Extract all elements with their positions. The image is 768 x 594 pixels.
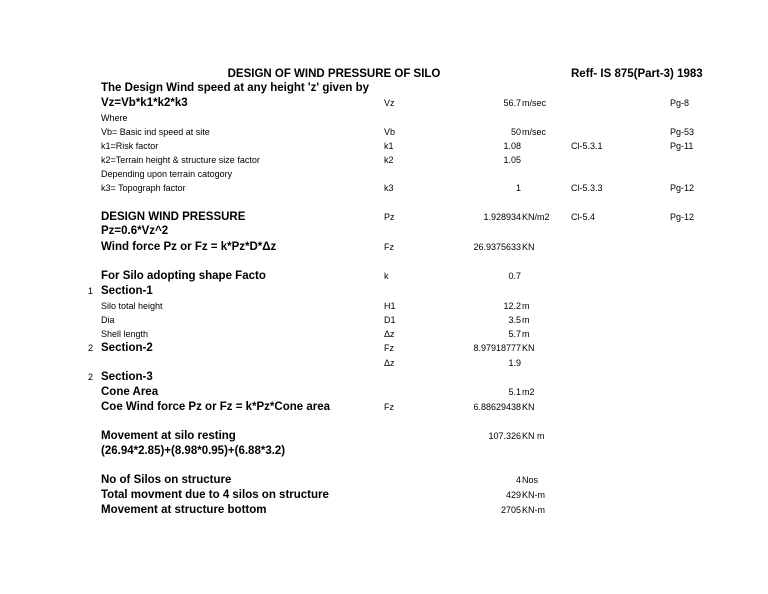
row-unit: m2 [522,387,535,397]
row-symbol: k2 [384,155,394,165]
row-label: (26.94*2.85)+(8.98*0.95)+(6.88*3.2) [101,445,286,457]
row-symbol: D1 [384,315,396,325]
row-value: 429 [505,490,521,500]
row-page-ref: Pg-12 [670,212,695,222]
row-unit: m [522,315,530,325]
row-unit: KN-m [522,490,545,500]
row-label: DESIGN WIND PRESSURE [101,211,246,223]
row-value: 8.97918777 [473,343,521,353]
row-symbol: Vb [384,127,396,137]
row-label: k1=Risk factor [101,141,159,151]
row-value: 2705 [500,505,521,515]
row-symbol: Δz [384,329,395,339]
table-row [0,139,768,153]
row-label: Silo total height [101,301,163,311]
row-symbol: k3 [384,183,394,193]
table-row [0,167,768,181]
table-row [0,111,768,125]
row-unit: m [522,329,530,339]
row-label: k2=Terrain height & structure size factor [101,155,260,165]
row-value: 50 [510,127,521,137]
table-row [0,444,768,458]
row-label: Movement at silo resting [101,430,236,442]
row-unit: KN [522,343,535,353]
row-label: Where [101,113,128,123]
row-unit: m [522,301,530,311]
table-row [0,125,768,139]
row-index: 2 [88,343,94,353]
row-page-ref: Pg-11 [670,141,694,151]
row-label: Section-3 [101,371,153,383]
row-value: 5.7 [508,329,521,339]
row-label: k3= Topograph factor [101,183,186,193]
row-value: 4 [515,475,521,485]
table-row [0,400,768,414]
row-value: 3.5 [508,315,521,325]
row-value: 1.08 [503,141,521,151]
row-label: Pz=0.6*Vz^2 [101,225,169,237]
row-unit: KN-m [522,505,545,515]
table-row [0,240,768,254]
row-symbol: Δz [384,358,395,368]
table-row [0,181,768,195]
row-unit: KN m [522,431,545,441]
row-unit: m/sec [522,98,547,108]
row-page-ref: Pg-8 [670,98,690,108]
row-label: Section-1 [101,285,153,297]
row-label: Dia [101,315,115,325]
row-clause: Cl-5.3.3 [571,183,603,193]
row-label: Shell length [101,329,149,339]
row-label: Total movment due to 4 silos on structure [101,489,329,501]
row-symbol: Pz [384,212,395,222]
row-value: 1 [515,183,521,193]
row-value: 12.2 [503,301,521,311]
row-value: 1.05 [503,155,521,165]
row-label: Depending upon terrain catogory [101,169,233,179]
row-unit: m/sec [522,127,547,137]
row-unit: KN/m2 [522,212,550,222]
row-clause: Cl-5.4 [571,212,596,222]
row-label: For Silo adopting shape Facto [101,270,266,282]
row-value: 6.88629438 [473,402,521,412]
row-label: The Design Wind speed at any height 'z' given by [101,82,369,94]
row-unit: KN [522,402,535,412]
table-row [0,385,768,399]
row-page-ref: Pg-12 [670,183,695,193]
table-row [0,224,768,238]
table-row [0,210,768,224]
row-value: 1.928934 [483,212,521,222]
row-symbol: Fz [384,343,394,353]
row-label: Coe Wind force Pz or Fz = k*Pz*Cone area [101,401,330,413]
page-title: DESIGN OF WIND PRESSURE OF SILO [227,68,441,80]
row-unit: Nos [522,475,539,485]
row-symbol: k1 [384,141,394,151]
row-label: Movement at structure bottom [101,504,267,516]
row-clause: Cl-5.3.1 [571,141,603,151]
row-symbol: Fz [384,242,394,252]
table-row [0,503,768,517]
row-value: 26.9375633 [473,242,521,252]
row-label: Vb= Basic ind speed at site [101,127,210,137]
table-row [0,341,768,355]
row-value: 56.7 [503,98,521,108]
row-value: 107.326 [488,431,521,441]
row-label: No of Silos on structure [101,474,232,486]
row-page-ref: Pg-53 [670,127,695,137]
row-symbol: k [384,271,389,281]
row-unit: KN [522,242,535,252]
row-symbol: Vz [384,98,395,108]
row-index: 2 [88,372,94,382]
row-label: Cone Area [101,386,159,398]
row-label: Vz=Vb*k1*k2*k3 [101,97,188,109]
row-index: 1 [88,286,94,296]
table-row [0,313,768,327]
table-row [0,473,768,487]
table-row [0,488,768,502]
table-row [0,356,768,370]
row-value: 5.1 [508,387,521,397]
row-symbol: Fz [384,402,394,412]
table-row [0,327,768,341]
row-label: Section-2 [101,342,153,354]
reference-note: Reff- IS 875(Part-3) 1983 [571,68,703,80]
row-value: 0.7 [508,271,521,281]
table-row [0,96,768,110]
table-row [0,269,768,283]
table-row [0,429,768,443]
table-row [0,284,768,298]
row-label: Wind force Pz or Fz = k*Pz*D*Δz [101,241,277,253]
row-value: 1.9 [508,358,521,368]
table-row [0,153,768,167]
row-symbol: H1 [384,301,396,311]
table-row [0,370,768,384]
table-row [0,299,768,313]
table-row [0,81,768,95]
